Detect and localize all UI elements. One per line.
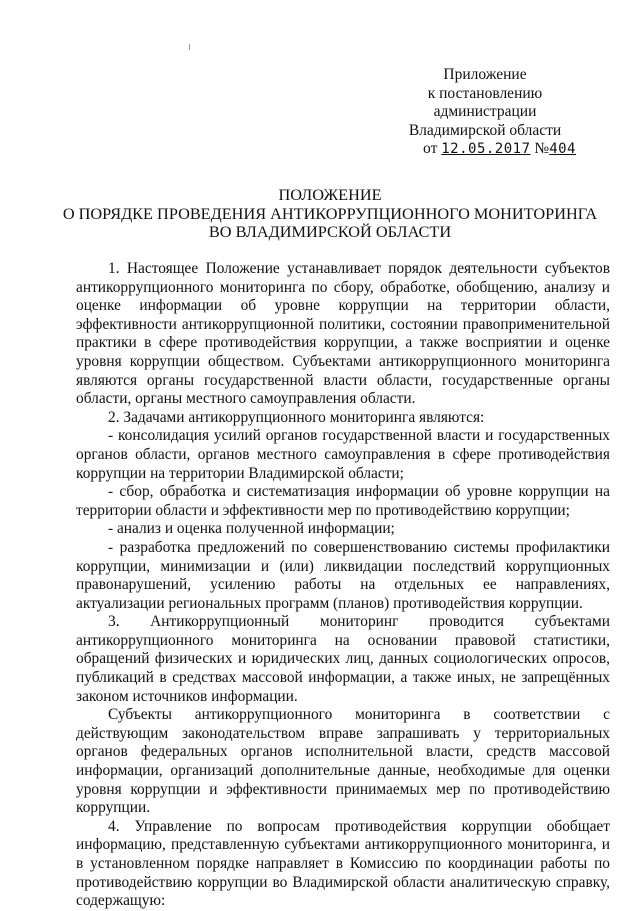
title-line: ПОЛОЖЕНИЕ [278, 185, 382, 204]
date-value: 12.05.2017 [441, 141, 531, 157]
document-body [76, 260, 610, 911]
document-title [60, 186, 600, 242]
list-item: - консолидация усилий органов государственной власти и государственных органов области, органов местного самоуправления в сфере противодействия коррупции на территории Владимирской области; [76, 427, 610, 482]
appendix-line: Владимирской области [408, 121, 562, 139]
paragraph-2: 2. Задачами антикоррупционного мониторинга являются: [108, 408, 485, 426]
appendix-line: к постановлению [427, 84, 543, 102]
paragraph-3-continued: Субъекты антикоррупционного мониторинга в соответствии с действующим законодательством вправе запрашивать у территориальных органов федеральных органов исполнительной власти, средств массовой информации, организаций дополнительные данные, необходимые для оценки уровня коррупции и эффективности принимаемых мер по противодействию коррупции. [76, 706, 610, 817]
number-prefix: № [534, 140, 550, 157]
list-item: - разработка предложений по совершенствованию системы профилактики коррупции, минимизации и (или) ликвидации последствий коррупционных правонарушений, усилению работы на отдельных ее направлениях, актуализации региональных программ (планов) противодействия коррупции. [76, 538, 610, 612]
list-item: - анализ и оценка полученной информации; [108, 520, 395, 538]
appendix-block [380, 66, 590, 159]
appendix-line: Приложение [443, 66, 527, 83]
paragraph-3: 3. Антикоррупционный мониторинг проводится субъектами антикоррупционного мониторинга на основании правовой статистики, обращений физических и юридических лиц, данных социологических опросов, публикаций в средствах массовой информации, а также иных, не запрещённых законом источников информации. [76, 613, 610, 705]
appendix-line: администрации [433, 103, 537, 120]
title-line: ВО ВЛАДИМИРСКОЙ ОБЛАСТИ [208, 222, 452, 241]
date-prefix: от [423, 140, 438, 157]
paragraph-1: 1. Настоящее Положение устанавливает порядок деятельности субъектов антикоррупционного мониторинга по сбору, обработке, обобщению, анализу и оценке информации об уровне коррупции на территории области, эффективности антикоррупционной политики, состоянии правоприменительной практики в сфере противодействия коррупции, а также восприятии и оценке уровня коррупции обществом. Субъектами антикоррупционного мониторинга являются органы государственной власти области, государственные органы области, органы местного самоуправления области. [76, 260, 610, 408]
paragraph-4: 4. Управление по вопросам противодействия коррупции обобщает информацию, представленную субъектами антикоррупционного мониторинга, и в установленном порядке направляет в Комиссию по координации работы по противодействию коррупции во Владимирской области аналитическую справку, содержащую: [76, 817, 610, 910]
title-line: О ПОРЯДКЕ ПРОВЕДЕНИЯ АНТИКОРРУПЦИОННОГО МОНИТОРИНГА [62, 203, 598, 223]
appendix-date-line [380, 140, 590, 159]
number-value: 404 [549, 141, 576, 157]
list-item: - сбор, обработка и систематизация информации об уровне коррупции на территории области и эффективности мер по противодействию коррупции; [76, 483, 610, 519]
scan-mark [189, 44, 190, 50]
